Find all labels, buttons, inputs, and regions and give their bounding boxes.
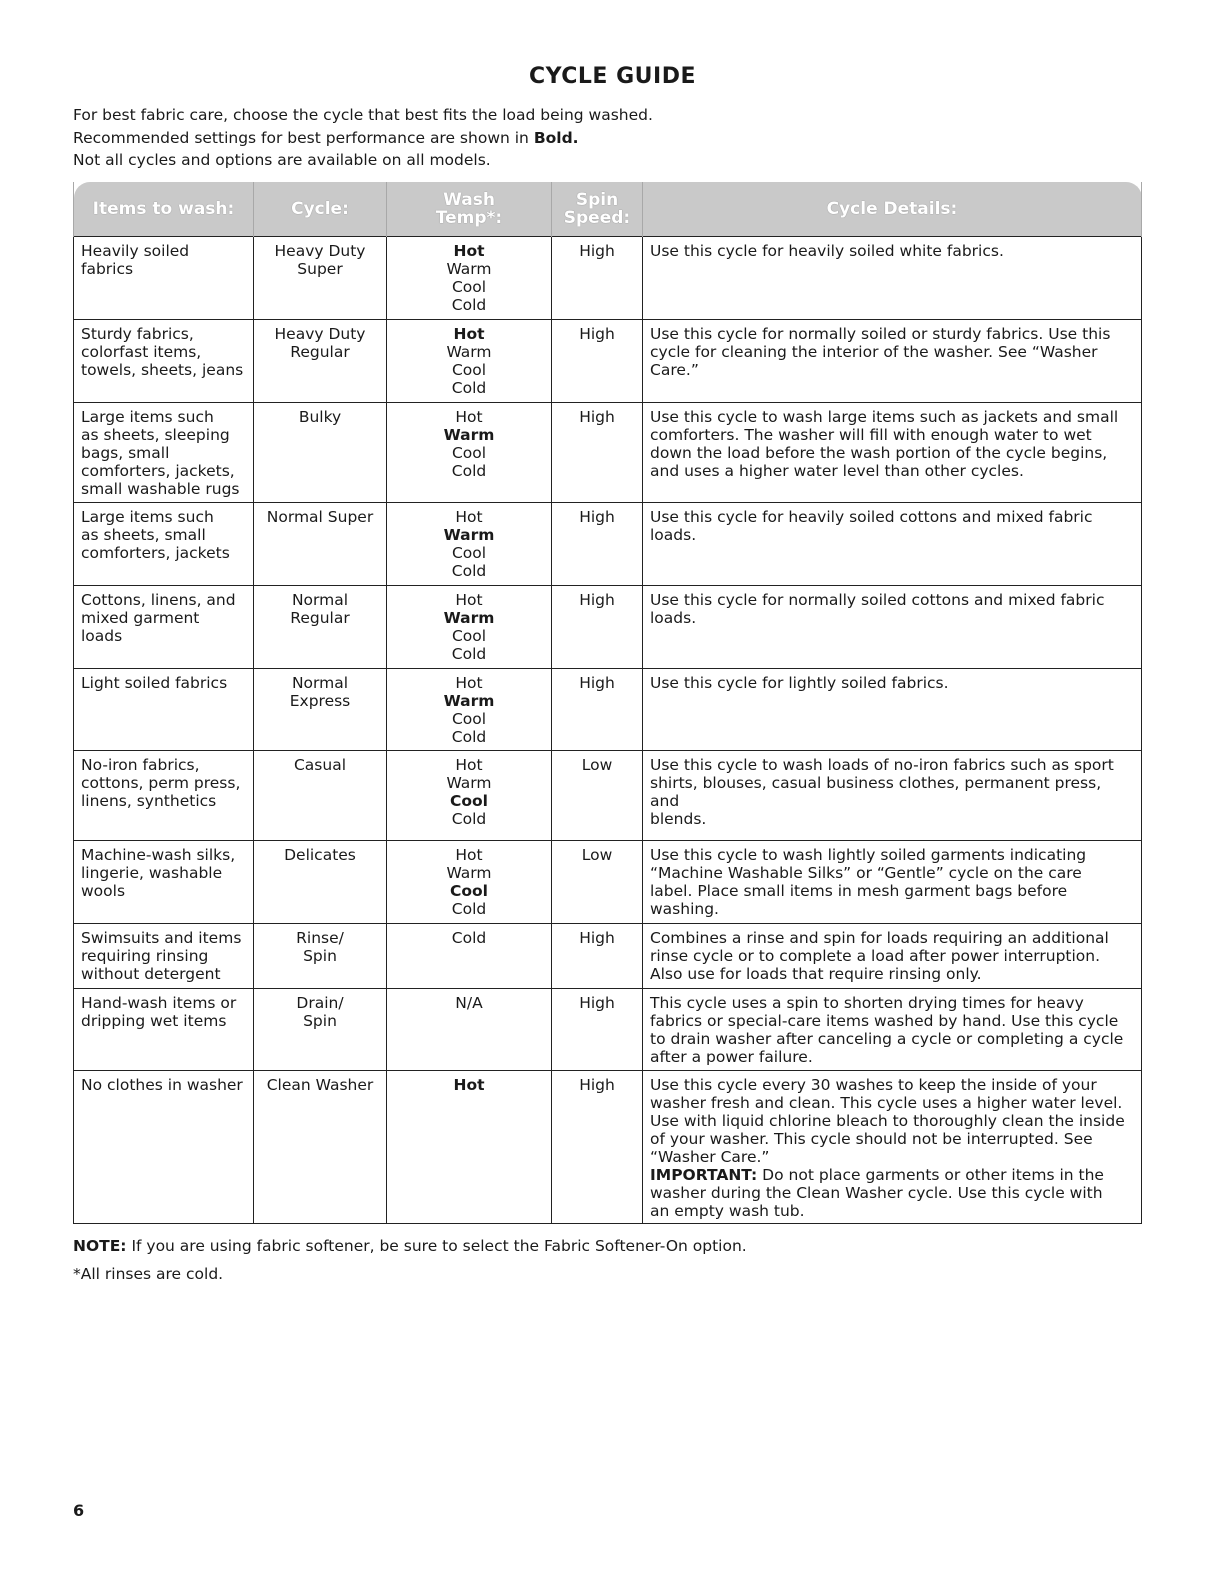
details-line: Use this cycle to wash large items such as jackets and small bbox=[650, 408, 1119, 426]
cycle-cell bbox=[254, 320, 387, 403]
table-row bbox=[74, 669, 1142, 751]
header-wash-temp-line1: Wash bbox=[443, 190, 495, 210]
items-to-wash-cell bbox=[74, 503, 254, 586]
details-line: fabrics or special-care items washed by hand. Use this cycle bbox=[650, 1012, 1119, 1030]
temp-option: Hot bbox=[453, 1076, 485, 1094]
temp-option: Hot bbox=[453, 242, 485, 260]
spin-speed-cell: High bbox=[552, 586, 643, 669]
details-line: to drain washer after canceling a cycle or completing a cycle bbox=[650, 1030, 1124, 1048]
temp-option: Cool bbox=[451, 544, 487, 562]
items-line: without detergent bbox=[81, 965, 221, 983]
details-line: rinse cycle or to complete a load after power interruption. bbox=[650, 947, 1101, 965]
cycle-details-cell bbox=[643, 403, 1142, 503]
items-to-wash-cell bbox=[74, 989, 254, 1071]
details-line: comforters. The washer will fill with enough water to wet bbox=[650, 426, 1092, 444]
table-row bbox=[74, 320, 1142, 403]
table-row bbox=[74, 403, 1142, 503]
wash-temp-cell bbox=[387, 1071, 552, 1224]
cycle-details-cell bbox=[643, 924, 1142, 989]
items-line: dripping wet items bbox=[81, 1012, 227, 1030]
intro-line-text: Recommended settings for best performance are shown in bbox=[73, 128, 534, 147]
temp-option: Cool bbox=[451, 627, 487, 645]
intro-line: For best fabric care, choose the cycle that best fits the load being washed. bbox=[73, 106, 653, 124]
temp-option: Cool bbox=[451, 444, 487, 462]
temp-option: Cold bbox=[451, 562, 487, 580]
items-line: as sheets, sleeping bbox=[81, 426, 230, 444]
cycle-details-cell bbox=[643, 503, 1142, 586]
temp-option: Warm bbox=[446, 260, 492, 278]
temp-option: Hot bbox=[455, 408, 483, 426]
important-label: IMPORTANT: bbox=[650, 1166, 758, 1184]
items-line: small washable rugs bbox=[81, 480, 240, 498]
details-line: Use this cycle every 30 washes to keep the inside of your bbox=[650, 1076, 1097, 1094]
cycle-name-line: Delicates bbox=[284, 846, 356, 864]
details-line: This cycle uses a spin to shorten drying times for heavy bbox=[650, 994, 1084, 1012]
temp-option: Cool bbox=[450, 882, 488, 900]
items-line: No clothes in washer bbox=[81, 1076, 243, 1094]
details-line: washing. bbox=[650, 900, 719, 918]
items-to-wash-cell bbox=[74, 1071, 254, 1224]
items-to-wash-cell bbox=[74, 586, 254, 669]
items-line: as sheets, small bbox=[81, 526, 206, 544]
intro-line bbox=[73, 127, 653, 150]
items-line: Cottons, linens, and bbox=[81, 591, 236, 609]
items-line: bags, small bbox=[81, 444, 170, 462]
header-spin-speed-line2: Speed: bbox=[563, 208, 631, 228]
details-line: Combines a rinse and spin for loads requiring an additional bbox=[650, 929, 1109, 947]
details-line: Use this cycle for normally soiled or sturdy fabrics. Use this bbox=[650, 325, 1111, 343]
temp-option: N/A bbox=[455, 994, 483, 1012]
cycle-cell bbox=[254, 403, 387, 503]
cycle-cell bbox=[254, 586, 387, 669]
table-row bbox=[74, 924, 1142, 989]
temp-option: Cold bbox=[451, 728, 487, 746]
wash-temp-cell bbox=[387, 841, 552, 924]
details-line: and uses a higher water level than other cycles. bbox=[650, 462, 1024, 480]
cycle-name-line: Heavy Duty bbox=[274, 242, 366, 260]
details-line: Use this cycle for heavily soiled white fabrics. bbox=[650, 242, 1004, 260]
items-line: cottons, perm press, bbox=[81, 774, 241, 792]
temp-option: Cool bbox=[451, 710, 487, 728]
temp-option: Cold bbox=[451, 462, 487, 480]
temp-option: Cold bbox=[451, 296, 487, 314]
details-line: Use this cycle for lightly soiled fabrics. bbox=[650, 674, 949, 692]
wash-temp-cell bbox=[387, 924, 552, 989]
details-line: Use this cycle for heavily soiled cottons and mixed fabric bbox=[650, 508, 1093, 526]
items-to-wash-cell bbox=[74, 320, 254, 403]
cycle-details-cell bbox=[643, 237, 1142, 320]
wash-temp-cell bbox=[387, 503, 552, 586]
items-line: Large items such bbox=[81, 508, 214, 526]
temp-option: Cold bbox=[451, 900, 487, 918]
spin-speed-cell: High bbox=[552, 989, 643, 1071]
items-line: Machine-wash silks, bbox=[81, 846, 236, 864]
items-line: Heavily soiled bbox=[81, 242, 190, 260]
cycle-details-cell bbox=[643, 841, 1142, 924]
table-row bbox=[74, 503, 1142, 586]
note-label: NOTE: bbox=[73, 1237, 127, 1255]
table-row bbox=[74, 237, 1142, 320]
header-wash-temp-line2: Temp*: bbox=[435, 208, 503, 228]
cycle-name-line: Spin bbox=[303, 1012, 337, 1030]
table-row bbox=[74, 989, 1142, 1071]
spin-speed-cell: High bbox=[552, 320, 643, 403]
details-line: cycle for cleaning the interior of the washer. See “Washer bbox=[650, 343, 1098, 361]
fabric-softener-note bbox=[73, 1237, 747, 1255]
cycle-cell bbox=[254, 841, 387, 924]
header-items: Items to wash: bbox=[74, 182, 254, 237]
table-header-row bbox=[74, 182, 1142, 237]
items-line: comforters, jackets, bbox=[81, 462, 235, 480]
items-line: Sturdy fabrics, bbox=[81, 325, 194, 343]
items-line: colorfast items, bbox=[81, 343, 202, 361]
rinse-footnote: *All rinses are cold. bbox=[73, 1265, 224, 1283]
header-spin-speed-line1: Spin bbox=[575, 190, 619, 210]
details-line: of your washer. This cycle should not be interrupted. See bbox=[650, 1130, 1093, 1148]
temp-option: Warm bbox=[446, 774, 492, 792]
wash-temp-cell bbox=[387, 403, 552, 503]
items-line: Large items such bbox=[81, 408, 214, 426]
important-line bbox=[650, 1166, 1134, 1184]
note-text: If you are using fabric softener, be sure to select the Fabric Softener-On option. bbox=[126, 1237, 747, 1255]
important-text-line: washer during the Clean Washer cycle. Use this cycle with bbox=[650, 1184, 1103, 1202]
temp-option: Hot bbox=[455, 591, 483, 609]
temp-option: Cool bbox=[450, 792, 488, 810]
temp-option: Hot bbox=[453, 325, 485, 343]
temp-option: Hot bbox=[455, 508, 483, 526]
temp-option: Cold bbox=[451, 810, 487, 828]
intro-line: Not all cycles and options are available on all models. bbox=[73, 151, 491, 169]
cycle-details-cell bbox=[643, 751, 1142, 841]
temp-option: Warm bbox=[443, 609, 495, 627]
cycle-details-cell bbox=[643, 989, 1142, 1071]
cycle-name-line: Regular bbox=[290, 343, 350, 361]
wash-temp-cell bbox=[387, 989, 552, 1071]
important-text-line: an empty wash tub. bbox=[650, 1202, 805, 1220]
items-line: requiring rinsing bbox=[81, 947, 209, 965]
table-row bbox=[74, 751, 1142, 841]
table-row bbox=[74, 1071, 1142, 1224]
cycle-name-line: Spin bbox=[303, 947, 337, 965]
items-to-wash-cell bbox=[74, 669, 254, 751]
cycle-cell bbox=[254, 503, 387, 586]
cycle-details-cell bbox=[643, 1071, 1142, 1224]
wash-temp-cell bbox=[387, 237, 552, 320]
details-line: Also use for loads that require rinsing only. bbox=[650, 965, 982, 983]
cycle-details-cell bbox=[643, 586, 1142, 669]
temp-option: Warm bbox=[446, 343, 492, 361]
cycle-name-line: Clean Washer bbox=[266, 1076, 374, 1094]
items-line: Hand-wash items or bbox=[81, 994, 237, 1012]
details-line: loads. bbox=[650, 526, 697, 544]
wash-temp-cell bbox=[387, 669, 552, 751]
wash-temp-cell bbox=[387, 320, 552, 403]
spin-speed-cell: High bbox=[552, 1071, 643, 1224]
items-line: towels, sheets, jeans bbox=[81, 361, 244, 379]
items-line: wools bbox=[81, 882, 126, 900]
cycle-name-line: Normal bbox=[291, 591, 349, 609]
spin-speed-cell: High bbox=[552, 237, 643, 320]
spin-speed-cell: High bbox=[552, 403, 643, 503]
items-to-wash-cell bbox=[74, 403, 254, 503]
items-to-wash-cell bbox=[74, 237, 254, 320]
cycle-guide-table bbox=[73, 182, 1142, 1224]
items-line: Swimsuits and items bbox=[81, 929, 242, 947]
cycle-name-line: Express bbox=[289, 692, 351, 710]
spin-speed-cell: High bbox=[552, 503, 643, 586]
temp-option: Warm bbox=[443, 426, 495, 444]
cycle-name-line: Drain/ bbox=[296, 994, 344, 1012]
important-text: Do not place garments or other items in the bbox=[757, 1166, 1104, 1184]
temp-option: Warm bbox=[446, 864, 492, 882]
cycle-cell bbox=[254, 989, 387, 1071]
cycle-cell bbox=[254, 669, 387, 751]
details-line: shirts, blouses, casual business clothes, permanent press, and bbox=[650, 774, 1102, 810]
cycle-cell bbox=[254, 1071, 387, 1224]
spin-speed-cell: Low bbox=[552, 841, 643, 924]
wash-temp-cell bbox=[387, 751, 552, 841]
cycle-name-line: Heavy Duty bbox=[274, 325, 366, 343]
details-line: Use this cycle for normally soiled cottons and mixed fabric bbox=[650, 591, 1105, 609]
details-line: Use with liquid chlorine bleach to thoroughly clean the inside bbox=[650, 1112, 1125, 1130]
details-line: label. Place small items in mesh garment bags before bbox=[650, 882, 1068, 900]
details-line: down the load before the wash portion of the cycle begins, bbox=[650, 444, 1108, 462]
temp-option: Warm bbox=[443, 526, 495, 544]
spin-speed-cell: High bbox=[552, 669, 643, 751]
details-line: loads. bbox=[650, 609, 697, 627]
cycle-cell bbox=[254, 237, 387, 320]
spin-speed-cell: Low bbox=[552, 751, 643, 841]
wash-temp-cell bbox=[387, 586, 552, 669]
cycle-name-line: Normal bbox=[291, 674, 349, 692]
temp-option: Hot bbox=[455, 846, 483, 864]
items-line: comforters, jackets bbox=[81, 544, 230, 562]
header-cycle: Cycle: bbox=[254, 182, 387, 237]
items-line: Light soiled fabrics bbox=[81, 674, 228, 692]
temp-option: Hot bbox=[455, 674, 483, 692]
intro-text bbox=[73, 104, 653, 172]
table-row bbox=[74, 586, 1142, 669]
temp-option: Cold bbox=[451, 379, 487, 397]
details-line: “Machine Washable Silks” or “Gentle” cycle on the care bbox=[650, 864, 1082, 882]
details-line: Use this cycle to wash loads of no-iron fabrics such as sport bbox=[650, 756, 1114, 774]
temp-option: Cool bbox=[451, 361, 487, 379]
cycle-name-line: Casual bbox=[293, 756, 347, 774]
items-line: fabrics bbox=[81, 260, 134, 278]
details-line: after a power failure. bbox=[650, 1048, 813, 1066]
temp-option: Warm bbox=[443, 692, 495, 710]
page-number: 6 bbox=[73, 1501, 85, 1520]
page-title: CYCLE GUIDE bbox=[528, 64, 697, 89]
details-line: Use this cycle to wash lightly soiled garments indicating bbox=[650, 846, 1087, 864]
items-line: loads bbox=[81, 627, 123, 645]
header-wash-temp bbox=[387, 182, 552, 237]
items-to-wash-cell bbox=[74, 924, 254, 989]
items-line: mixed garment bbox=[81, 609, 200, 627]
cycle-name-line: Normal Super bbox=[266, 508, 374, 526]
items-line: lingerie, washable bbox=[81, 864, 223, 882]
temp-option: Cold bbox=[451, 929, 487, 947]
cycle-name-line: Regular bbox=[290, 609, 350, 627]
cycle-name-line: Super bbox=[297, 260, 343, 278]
items-to-wash-cell bbox=[74, 841, 254, 924]
cycle-details-cell bbox=[643, 320, 1142, 403]
temp-option: Cool bbox=[451, 278, 487, 296]
cycle-cell bbox=[254, 924, 387, 989]
header-spin-speed bbox=[552, 182, 643, 237]
details-line: Care.” bbox=[650, 361, 699, 379]
items-line: No-iron fabrics, bbox=[81, 756, 200, 774]
items-to-wash-cell bbox=[74, 751, 254, 841]
cycle-name-line: Rinse/ bbox=[296, 929, 344, 947]
items-line: linens, synthetics bbox=[81, 792, 217, 810]
details-line: washer fresh and clean. This cycle uses a higher water level. bbox=[650, 1094, 1123, 1112]
header-cycle-details: Cycle Details: bbox=[643, 182, 1142, 237]
intro-bold-word: Bold. bbox=[533, 128, 579, 147]
table-row bbox=[74, 841, 1142, 924]
temp-option: Hot bbox=[455, 756, 483, 774]
cycle-details-cell bbox=[643, 669, 1142, 751]
cycle-cell bbox=[254, 751, 387, 841]
temp-option: Cold bbox=[451, 645, 487, 663]
details-line: “Washer Care.” bbox=[650, 1148, 770, 1166]
spin-speed-cell: High bbox=[552, 924, 643, 989]
cycle-name-line: Bulky bbox=[298, 408, 342, 426]
details-line: blends. bbox=[650, 810, 707, 828]
